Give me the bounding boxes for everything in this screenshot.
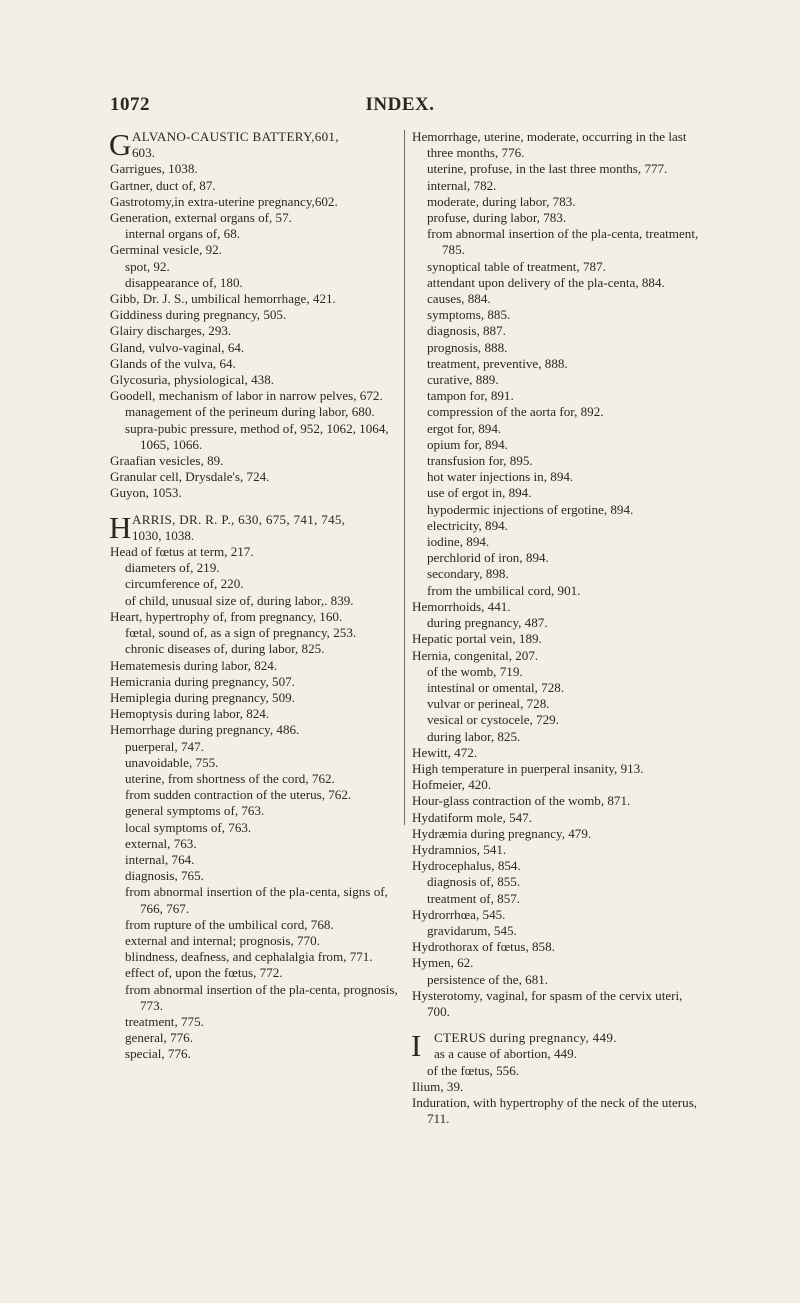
index-subentry: hot water injections in, 894. xyxy=(427,469,574,485)
index-entry: Generation, external organs of, 57. xyxy=(110,210,292,226)
index-subentry: uterine, profuse, in the last three months, 777. xyxy=(427,161,668,177)
index-subentry: intestinal or omental, 728. xyxy=(427,679,565,695)
index-subentry: symptoms, 885. xyxy=(427,307,511,323)
index-subentry: secondary, 898. xyxy=(427,566,509,582)
index-subentry: spot, 92. xyxy=(125,258,170,274)
index-subentry: external, 763. xyxy=(125,835,197,851)
right-column xyxy=(412,129,708,1127)
index-entry: Hemicrania during pregnancy, 507. xyxy=(110,673,295,689)
index-subentry: fœtal, sound of, as a sign of pregnancy, 253. xyxy=(125,625,357,641)
index-entry: Hemiplegia during pregnancy, 509. xyxy=(110,689,295,705)
index-subentry: chronic diseases of, during labor, 825. xyxy=(125,641,325,657)
index-entry: Ilium, 39. xyxy=(412,1078,464,1094)
index-entry: Hofmeier, 420. xyxy=(412,777,492,793)
index-subentry: internal, 764. xyxy=(125,851,195,867)
index-subentry: disappearance of, 180. xyxy=(125,274,243,290)
index-entry: Gibb, Dr. J. S., umbilical hemorrhage, 421. xyxy=(110,291,336,307)
index-entry: Gastrotomy,in extra-uterine pregnancy,602. xyxy=(110,193,338,209)
index-entry: Granular cell, Drysdale's, 724. xyxy=(110,469,270,485)
index-subentry: iodine, 894. xyxy=(427,534,490,550)
index-entry: Giddiness during pregnancy, 505. xyxy=(110,307,287,323)
index-subentry: treatment of, 857. xyxy=(427,890,521,906)
column-divider xyxy=(404,130,405,825)
index-subentry: of child, unusual size of, during labor,. 839. xyxy=(125,592,354,608)
index-entry: Hydatiform mole, 547. xyxy=(412,809,533,825)
index-subentry: general symptoms of, 763. xyxy=(125,803,265,819)
index-entry: Germinal vesicle, 92. xyxy=(110,242,222,258)
index-subentry: external and internal; prognosis, 770. xyxy=(125,932,320,948)
index-subentry: profuse, during labor, 783. xyxy=(427,210,567,226)
index-subentry: supra-pubic pressure, method of, 952, 1062, 1064, 1065, 1066. xyxy=(125,420,389,452)
index-subentry: gravidarum, 545. xyxy=(427,922,517,938)
index-entry: Hydramnios, 541. xyxy=(412,841,507,857)
index-subentry: persistence of the, 681. xyxy=(427,971,549,987)
left-column xyxy=(110,129,398,1063)
index-entry: Hewitt, 472. xyxy=(412,744,478,760)
index-subentry: diagnosis of, 855. xyxy=(427,874,521,890)
index-subentry: local symptoms of, 763. xyxy=(125,819,252,835)
page-header xyxy=(0,94,800,124)
index-entry: Garrigues, 1038. xyxy=(110,161,198,177)
index-entry: Hysterotomy, vaginal, for spasm of the cervix uteri, 700. xyxy=(412,987,683,1019)
index-entry: Guyon, 1053. xyxy=(110,485,182,501)
page-number: 1072 xyxy=(110,94,150,115)
index-subentry: synoptical table of treatment, 787. xyxy=(427,258,606,274)
index-subentry: tampon for, 891. xyxy=(427,388,514,404)
index-subentry: of the womb, 719. xyxy=(427,663,523,679)
index-subentry: effect of, upon the fœtus, 772. xyxy=(125,965,283,981)
index-subentry: from sudden contraction of the uterus, 762. xyxy=(125,787,352,803)
section-h-line2: 1030, 1038. xyxy=(132,527,195,543)
index-entry: Hydrothorax of fœtus, 858. xyxy=(412,939,555,955)
index-entry: Hematemesis during labor, 824. xyxy=(110,657,278,673)
g-entries xyxy=(110,161,398,501)
index-subentry: electricity, 894. xyxy=(427,517,508,533)
index-subentry: perchlorid of iron, 894. xyxy=(427,550,549,566)
index-subentry: from abnormal insertion of the pla-centa, treatment, 785. xyxy=(427,226,699,258)
index-entry: Glairy discharges, 293. xyxy=(110,323,232,339)
index-entry: Hemorrhage, uterine, moderate, occurring in the last three months, 776. xyxy=(412,129,687,161)
index-entry: Hour-glass contraction of the womb, 871. xyxy=(412,793,631,809)
index-subentry: treatment, 775. xyxy=(125,1013,204,1029)
index-subentry: prognosis, 888. xyxy=(427,339,508,355)
index-subentry: puerperal, 747. xyxy=(125,738,204,754)
drop-cap-h: H xyxy=(109,509,132,545)
index-entry: Hemoptysis during labor, 824. xyxy=(110,706,270,722)
index-entry: Hydrocephalus, 854. xyxy=(412,858,521,874)
index-subentry: compression of the aorta for, 892. xyxy=(427,404,604,420)
index-subentry: special, 776. xyxy=(125,1046,191,1062)
index-entry: Hepatic portal vein, 189. xyxy=(412,631,542,647)
running-title: INDEX. xyxy=(365,94,435,115)
index-entry: Head of fœtus at term, 217. xyxy=(110,544,254,560)
i-entries xyxy=(412,1063,708,1128)
index-entry: Graafian vesicles, 89. xyxy=(110,453,224,469)
section-i-line2: as a cause of abortion, 449. xyxy=(434,1046,577,1062)
index-entry: Gland, vulvo-vaginal, 64. xyxy=(110,339,245,355)
index-subentry: treatment, preventive, 888. xyxy=(427,355,568,371)
index-subentry: attendant upon delivery of the pla-centa, 884. xyxy=(427,274,665,290)
h-entries-right xyxy=(412,129,708,1020)
index-entry: High temperature in puerperal insanity, 913. xyxy=(412,760,644,776)
index-entry: Hydrorrhœa, 545. xyxy=(412,906,506,922)
drop-cap-g: G xyxy=(109,127,132,162)
index-entry: Goodell, mechanism of labor in narrow pelves, 672. xyxy=(110,388,383,404)
index-entry: Glycosuria, physiological, 438. xyxy=(110,372,275,388)
index-subentry: of the fœtus, 556. xyxy=(427,1062,520,1078)
h-entries-left xyxy=(110,544,398,1063)
index-entry: Hernia, congenital, 207. xyxy=(412,647,539,663)
index-subentry: curative, 889. xyxy=(427,372,499,388)
index-entry: Induration, with hypertrophy of the neck of the uterus, 711. xyxy=(412,1094,698,1127)
index-subentry: ergot for, 894. xyxy=(427,420,502,436)
section-g-line1: ALVANO-CAUSTIC BATTERY,601, xyxy=(132,129,339,144)
index-subentry: during pregnancy, 487. xyxy=(427,615,548,631)
index-subentry: from the umbilical cord, 901. xyxy=(427,582,581,598)
index-subentry: from abnormal insertion of the pla-centa, prognosis, 773. xyxy=(125,981,398,1013)
index-subentry: from abnormal insertion of the pla-centa, signs of, 766, 767. xyxy=(125,884,388,916)
index-subentry: hypodermic injections of ergotine, 894. xyxy=(427,501,634,517)
index-subentry: general, 776. xyxy=(125,1030,193,1046)
index-subentry: causes, 884. xyxy=(427,291,491,307)
index-subentry: internal, 782. xyxy=(427,177,497,193)
index-subentry: management of the perineum during labor, 680. xyxy=(125,404,375,420)
index-subentry: diameters of, 219. xyxy=(125,560,220,576)
index-subentry: vesical or cystocele, 729. xyxy=(427,712,559,728)
section-g-heading xyxy=(110,129,398,161)
index-subentry: use of ergot in, 894. xyxy=(427,485,532,501)
index-entry: Heart, hypertrophy of, from pregnancy, 160. xyxy=(110,608,343,624)
index-subentry: uterine, from shortness of the cord, 762. xyxy=(125,770,335,786)
section-g-line2: 603. xyxy=(132,145,155,161)
index-subentry: from rupture of the umbilical cord, 768. xyxy=(125,916,334,932)
section-i-line1: CTERUS during pregnancy, 449. xyxy=(434,1030,617,1046)
index-subentry: unavoidable, 755. xyxy=(125,754,219,770)
section-h-heading xyxy=(109,509,398,545)
index-subentry: blindness, deafness, and cephalalgia from, 771. xyxy=(125,949,373,965)
index-subentry: diagnosis, 887. xyxy=(427,323,506,339)
index-subentry: internal organs of, 68. xyxy=(125,226,241,242)
index-subentry: vulvar or perineal, 728. xyxy=(427,696,550,712)
index-entry: Gartner, duct of, 87. xyxy=(110,177,216,193)
drop-cap-i: I xyxy=(411,1028,422,1064)
index-subentry: during labor, 825. xyxy=(427,728,521,744)
index-subentry: moderate, during labor, 783. xyxy=(427,193,576,209)
index-entry: Hemorrhoids, 441. xyxy=(412,598,511,614)
section-i-heading xyxy=(412,1030,708,1062)
index-subentry: circumference of, 220. xyxy=(125,576,244,592)
index-entry: Glands of the vulva, 64. xyxy=(110,355,236,371)
index-subentry: opium for, 894. xyxy=(427,436,508,452)
index-subentry: transfusion for, 895. xyxy=(427,453,533,469)
index-subentry: diagnosis, 765. xyxy=(125,868,204,884)
index-entry: Hymen, 62. xyxy=(412,955,474,971)
index-entry: Hydræmia during pregnancy, 479. xyxy=(412,825,592,841)
index-entry: Hemorrhage during pregnancy, 486. xyxy=(110,722,300,738)
section-h-line1: ARRIS, DR. R. P., 630, 675, 741, 745, xyxy=(132,511,346,527)
